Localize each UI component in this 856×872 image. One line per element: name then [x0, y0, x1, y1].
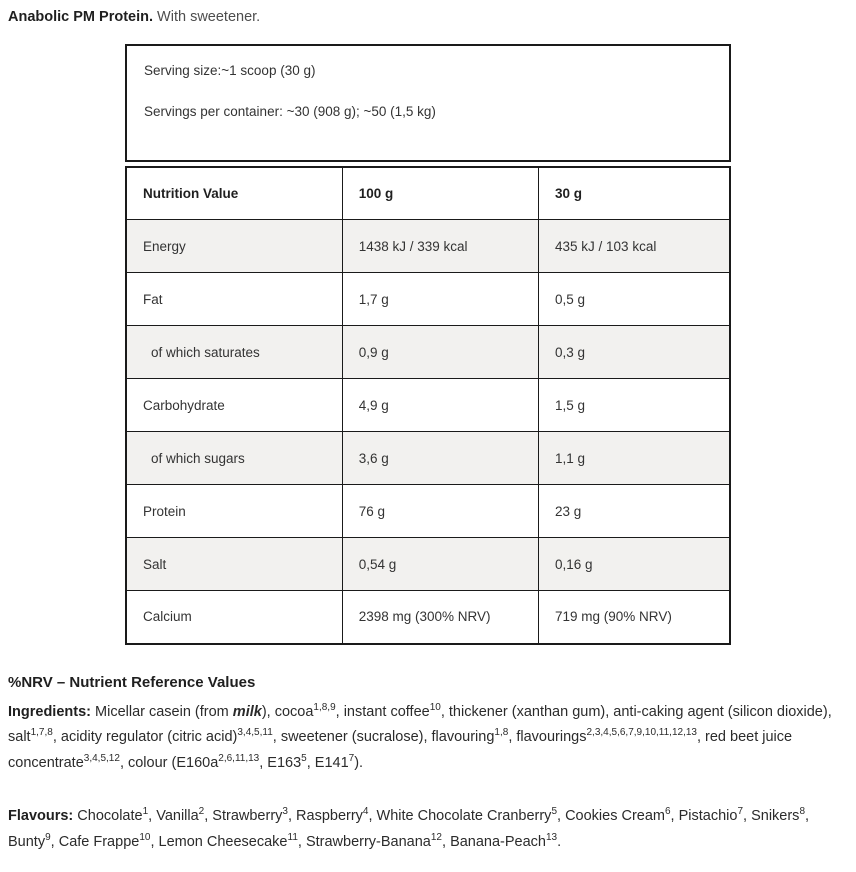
header-30g: 30 g [539, 167, 730, 220]
flavours-label: Flavours: [8, 807, 74, 824]
header-nutrition-value: Nutrition Value [126, 167, 342, 220]
nutrient-value-100g: 3,6 g [342, 432, 538, 485]
nutrient-value-30g: 23 g [539, 485, 730, 538]
nrv-note: %NRV – Nutrient Reference Values [8, 673, 256, 691]
nutrient-value-30g: 719 mg (90% NRV) [539, 591, 730, 644]
nutrient-value-100g: 0,9 g [342, 326, 538, 379]
flavours-paragraph [8, 804, 848, 856]
nutrition-label [125, 44, 731, 645]
servings-per-container: Servings per container: ~30 (908 g); ~50 (1,5 kg) [144, 103, 436, 119]
nutrient-value-100g: 1438 kJ / 339 kcal [342, 220, 538, 273]
product-name: Anabolic PM Protein. [8, 9, 154, 25]
nutrient-value-30g: 0,5 g [539, 273, 730, 326]
nutrient-value-100g: 1,7 g [342, 273, 538, 326]
nutrition-table [125, 166, 731, 645]
nutrient-value-30g: 1,1 g [539, 432, 730, 485]
ingredients-text: Micellar casein (from milk), cocoa$^{1,8,9}$, instant coffee$^{10}$, thickener (xanthan gum), anti-caking agent (silicon dioxide), salt$^{1,7,8}$, acidity regulator (citric acid)$^{3,4,5,11}$, sweetener (sucralose), flavouring$^{1,8}$, flavourings$^{2,3,4,5,6,7,9,10,11,12,13}$, red beet juice concentrate$^{3,4,5,12}$, colour ($E160a^{2,6,11,13}$, $E163^5$, $E141^7$). [8, 701, 832, 772]
nutrient-label: Fat [126, 273, 342, 326]
table-row [126, 591, 730, 644]
nutrient-label: of which sugars [126, 432, 342, 485]
table-row [126, 273, 730, 326]
ingredients-paragraph [8, 700, 848, 777]
nutrient-value-30g: 0,3 g [539, 326, 730, 379]
table-row [126, 379, 730, 432]
nutrient-value-30g: 1,5 g [539, 379, 730, 432]
nutrient-label: Salt [126, 538, 342, 591]
nutrient-label: Carbohydrate [126, 379, 342, 432]
table-row [126, 220, 730, 273]
nutrient-value-30g: 0,16 g [539, 538, 730, 591]
nutrition-header-row [126, 167, 730, 220]
nutrient-value-100g: 4,9 g [342, 379, 538, 432]
table-row [126, 326, 730, 379]
table-row [126, 538, 730, 591]
product-subtitle: With sweetener. [153, 9, 261, 25]
serving-info-box [125, 44, 731, 162]
nutrient-label: Energy [126, 220, 342, 273]
nutrition-table-body [126, 220, 730, 644]
header-100g: 100 g [342, 167, 538, 220]
ingredients-label: Ingredients: [8, 703, 91, 720]
footnotes-section [8, 674, 848, 856]
nutrient-value-30g: 435 kJ / 103 kcal [539, 220, 730, 273]
nutrient-label: Protein [126, 485, 342, 538]
nutrient-value-100g: 76 g [342, 485, 538, 538]
nutrient-label: of which saturates [126, 326, 342, 379]
serving-size: Serving size:~1 scoop (30 g) [144, 62, 316, 78]
page-title [8, 8, 848, 28]
table-row [126, 485, 730, 538]
flavours-text: Chocolate$^1$, Vanilla$^2$, Strawberry$^3$, Raspberry$^4$, White Chocolate Cranberry$^5$, Cookies Cream$^6$, Pistachio$^7$, Snikers$^8$, Bunty$^9$, Cafe Frappe$^{10}$, Lemon Cheesecake$^{11}$, Strawberry-Banana$^{12}$, Banana-Peach$^{13}$. [8, 806, 810, 850]
table-row [126, 432, 730, 485]
nutrient-value-100g: 0,54 g [342, 538, 538, 591]
nutrient-value-100g: 2398 mg (300% NRV) [342, 591, 538, 644]
nutrient-label: Calcium [126, 591, 342, 644]
